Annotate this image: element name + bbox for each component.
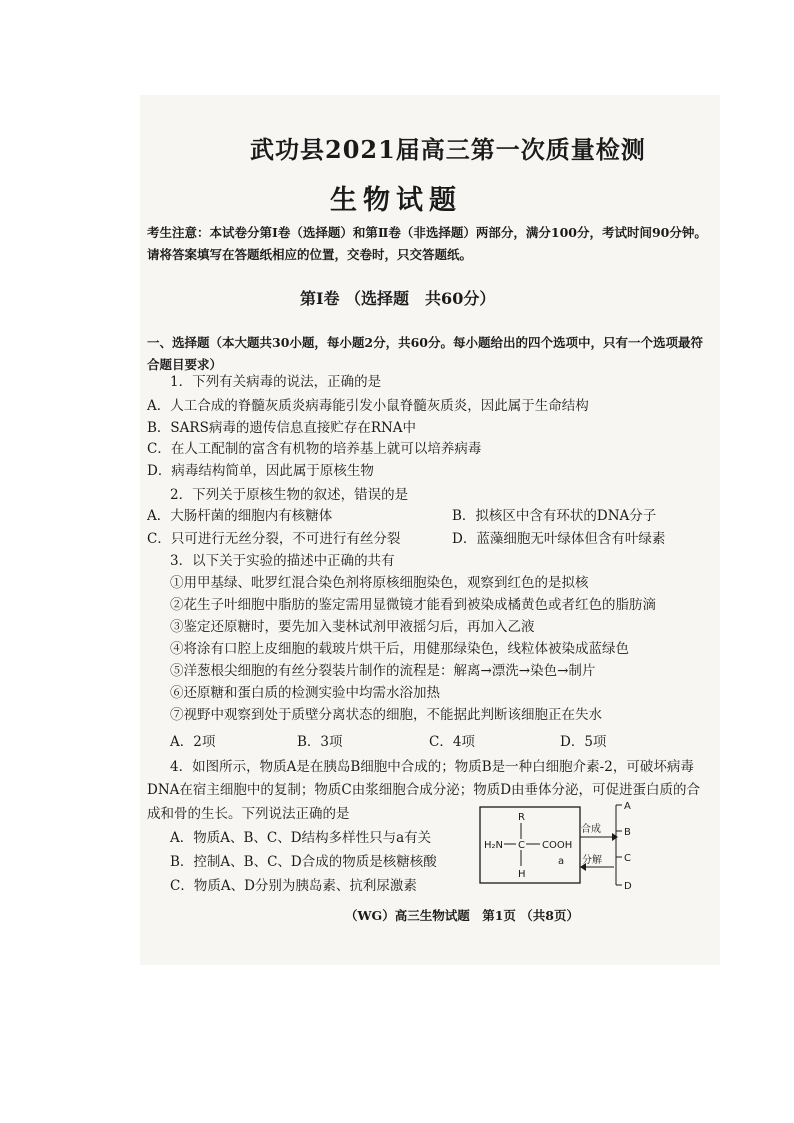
diagram-label-h2n: H₂N — [484, 840, 504, 851]
q3-item: ①用甲基绿、吡罗红混合染色剂将原核细胞染色，观察到红色的是拟核 — [170, 575, 589, 591]
q3-stem: 3．以下关于实验的描述中正确的共有 — [170, 553, 395, 569]
diagram-label-C: C — [624, 853, 631, 864]
q4-option-a: A．物质A、B、C、D结构多样性只与a有关 — [170, 830, 432, 846]
page-footer: （WG）高三生物试题 第1页 （共8页） — [345, 908, 579, 923]
q1-option-c: C．在人工配制的富含有机物的培养基上就可以培养病毒 — [147, 441, 482, 457]
q4-stem-line1: 4．如图所示，物质A是在胰岛B细胞中合成的；物质B是一种白细胞介素-2，可破坏病毒 — [170, 759, 694, 775]
q3-option-a: A．2项 — [170, 734, 216, 750]
q1-option-b: B．SARS病毒的遗传信息直接贮存在RNA中 — [147, 420, 417, 436]
q1-option-a: A．人工合成的脊髓灰质炎病毒能引发小鼠脊髓灰质炎，因此属于生命结构 — [147, 398, 589, 414]
q3-option-d: D．5项 — [560, 734, 607, 750]
diagram-label-A: A — [624, 801, 631, 812]
q2-stem: 2．下列关于原核生物的叙述，错误的是 — [170, 487, 409, 503]
diagram-label-D: D — [624, 881, 632, 892]
diagram-label-decomp: 分解 — [582, 855, 602, 866]
diagram-label-B: B — [624, 827, 631, 838]
amino-acid-diagram — [470, 795, 640, 890]
q3-item: ②花生子叶细胞中脂肪的鉴定需用显微镜才能看到被染成橘黄色或者红色的脂肪滴 — [170, 597, 656, 613]
diagram-label-a: a — [558, 856, 565, 867]
exam-notice: 考生注意：本试卷分第Ⅰ卷（选择题）和第Ⅱ卷（非选择题）两部分，满分100分，考试时间90分钟。请将答案填写在答题纸相应的位置，交卷时，只交答题纸。 — [147, 225, 707, 262]
exam-subtitle: 生物试题 — [330, 185, 462, 216]
q3-item: ③鉴定还原糖时，要先加入斐林试剂甲液摇匀后，再加入乙液 — [170, 619, 535, 635]
exam-title: 武功县2021届高三第一次质量检测 — [250, 135, 646, 164]
q2-option-a: A．大肠杆菌的细胞内有核糖体 — [147, 508, 333, 524]
q3-item: ⑤洋葱根尖细胞的有丝分裂装片制作的流程是：解离→漂洗→染色→制片 — [170, 663, 596, 679]
q2-option-b: B．拟核区中含有环状的DNA分子 — [452, 508, 657, 524]
q4-stem-line3: 成和骨的生长。下列说法正确的是 — [147, 806, 350, 822]
diagram-label-synth: 合成 — [581, 824, 601, 835]
q2-option-c: C．只可进行无丝分裂，不可进行有丝分裂 — [147, 531, 401, 547]
q1-stem: 1．下列有关病毒的说法，正确的是 — [170, 374, 382, 390]
q2-option-d: D．蓝藻细胞无叶绿体但含有叶绿素 — [452, 531, 666, 547]
q4-option-c: C．物质A、D分别为胰岛素、抗利尿激素 — [170, 878, 417, 894]
q4-option-b: B．控制A、B、C、D合成的物质是核糖核酸 — [170, 854, 437, 870]
q3-option-c: C．4项 — [429, 734, 475, 750]
synth-arrow-head — [612, 833, 618, 841]
diagram-label-r: R — [518, 812, 525, 823]
q3-item: ④将涂有口腔上皮细胞的载玻片烘干后，用健那绿染色，线粒体被染成蓝绿色 — [170, 641, 629, 657]
q1-option-d: D．病毒结构简单，因此属于原核生物 — [147, 463, 374, 479]
diagram-label-h: H — [518, 869, 526, 880]
diagram-label-c: C — [518, 840, 525, 851]
q4-stem-line2: DNA在宿主细胞中的复制；物质C由浆细胞合成分泌；物质D由垂体分泌，可促进蛋白质的合 — [147, 782, 701, 798]
diagram-label-cooh: COOH — [542, 840, 573, 851]
part-title: 一、选择题（本大题共30小题，每小题2分，共60分。每小题给出的四个选项中，只有一个选项最符合题目要求） — [147, 335, 703, 372]
q3-item: ⑦视野中观察到处于质壁分离状态的细胞，不能据此判断该细胞正在失水 — [170, 707, 602, 723]
section-title: 第Ⅰ卷 （选择题 共60分） — [300, 289, 496, 308]
q3-option-b: B．3项 — [297, 734, 343, 750]
q3-item: ⑥还原糖和蛋白质的检测实验中均需水浴加热 — [170, 685, 440, 701]
